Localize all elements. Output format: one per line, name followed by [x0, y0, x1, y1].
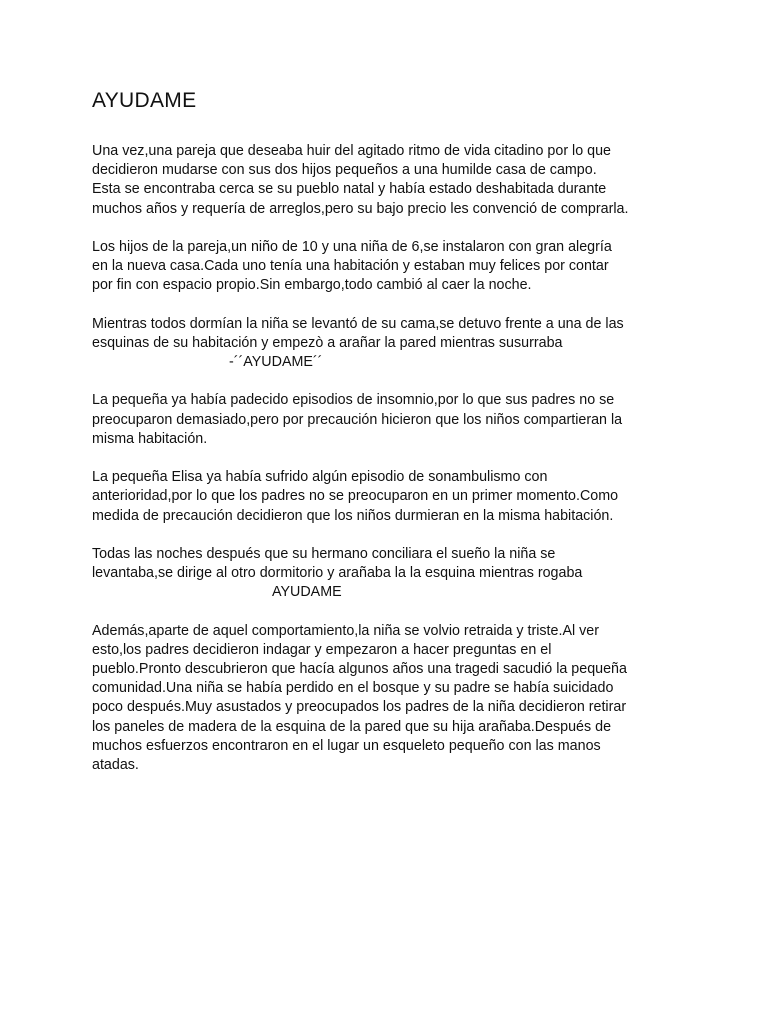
text-line: poco después.Muy asustados y preocupados los padres de la niña decidieron retirar	[92, 699, 627, 716]
document-title: AYUDAME	[92, 89, 197, 112]
document-body	[92, 142, 692, 775]
text-line: muchos años y requería de arreglos,pero su bajo precio les convenció de comprarla.	[92, 200, 629, 217]
text-line: anterioridad,por lo que los padres no se preocuparon en un primer momento.Como	[92, 488, 619, 505]
text-line: atadas.	[92, 757, 139, 773]
paragraph-gap	[92, 603, 692, 622]
quoted-cry: -´´AYUDAME´´	[229, 354, 323, 371]
text-line: misma habitación.	[92, 430, 208, 447]
paragraph-gap	[92, 526, 692, 545]
text-line: comunidad.Una niña se había perdido en el bosque y su padre se había suicidado	[92, 680, 614, 697]
text-line: Una vez,una pareja que deseaba huir del agitado ritmo de vida citadino por lo que	[92, 143, 612, 159]
text-line: Todas las noches después que su hermano conciliara el sueño la niña se	[92, 545, 556, 562]
paragraph-gap	[92, 449, 692, 468]
paragraph-gap	[92, 372, 692, 391]
text-line: levantaba,se dirige al otro dormitorio y arañaba la la esquina mientras rogaba	[92, 565, 583, 582]
quoted-cry: AYUDAME	[272, 584, 342, 601]
text-line: La pequeña ya había padecido episodios de insomnio,por lo que sus padres no se	[92, 392, 615, 409]
text-line: los paneles de madera de la esquina de la pared que su hija arañaba.Después de	[92, 718, 612, 735]
text-line: Esta se encontraba cerca se su pueblo natal y había estado deshabitada durante	[92, 181, 607, 198]
text-line: pueblo.Pronto descubrieron que hacía algunos años una tragedi sacudió la pequeña	[92, 661, 627, 678]
text-line: decidieron mudarse con sus dos hijos pequeños a una humilde casa de campo.	[92, 162, 597, 179]
text-line: muchos esfuerzos encontraron en el lugar un esqueleto pequeño con las manos	[92, 737, 601, 754]
text-line: por fin con espacio propio.Sin embargo,todo cambió al caer la noche.	[92, 277, 532, 294]
text-line: preocuparon demasiado,pero por precaución hicieron que los niños compartieran la	[92, 411, 623, 428]
text-line: medida de precaución decidieron que los niños durmieran en la misma habitación.	[92, 507, 614, 524]
text-line: La pequeña Elisa ya había sufrido algún episodio de sonambulismo con	[92, 469, 548, 486]
paragraph-gap	[92, 296, 692, 315]
text-line: en la nueva casa.Cada uno tenía una habitación y estaban muy felices por contar	[92, 258, 609, 275]
text-line: Los hijos de la pareja,un niño de 10 y una niña de 6,se instalaron con gran alegría	[92, 238, 612, 255]
paragraph-gap	[92, 219, 692, 238]
text-line: Mientras todos dormían la niña se levantó de su cama,se detuvo frente a una de las	[92, 315, 624, 332]
text-line: esto,los padres decidieron indagar y empezaron a hacer preguntas en el	[92, 641, 552, 658]
text-line: esquinas de su habitación y empezò a arañar la pared mientras susurraba	[92, 334, 563, 351]
text-line: Además,aparte de aquel comportamiento,la niña se volvio retraida y triste.Al ver	[92, 622, 600, 639]
